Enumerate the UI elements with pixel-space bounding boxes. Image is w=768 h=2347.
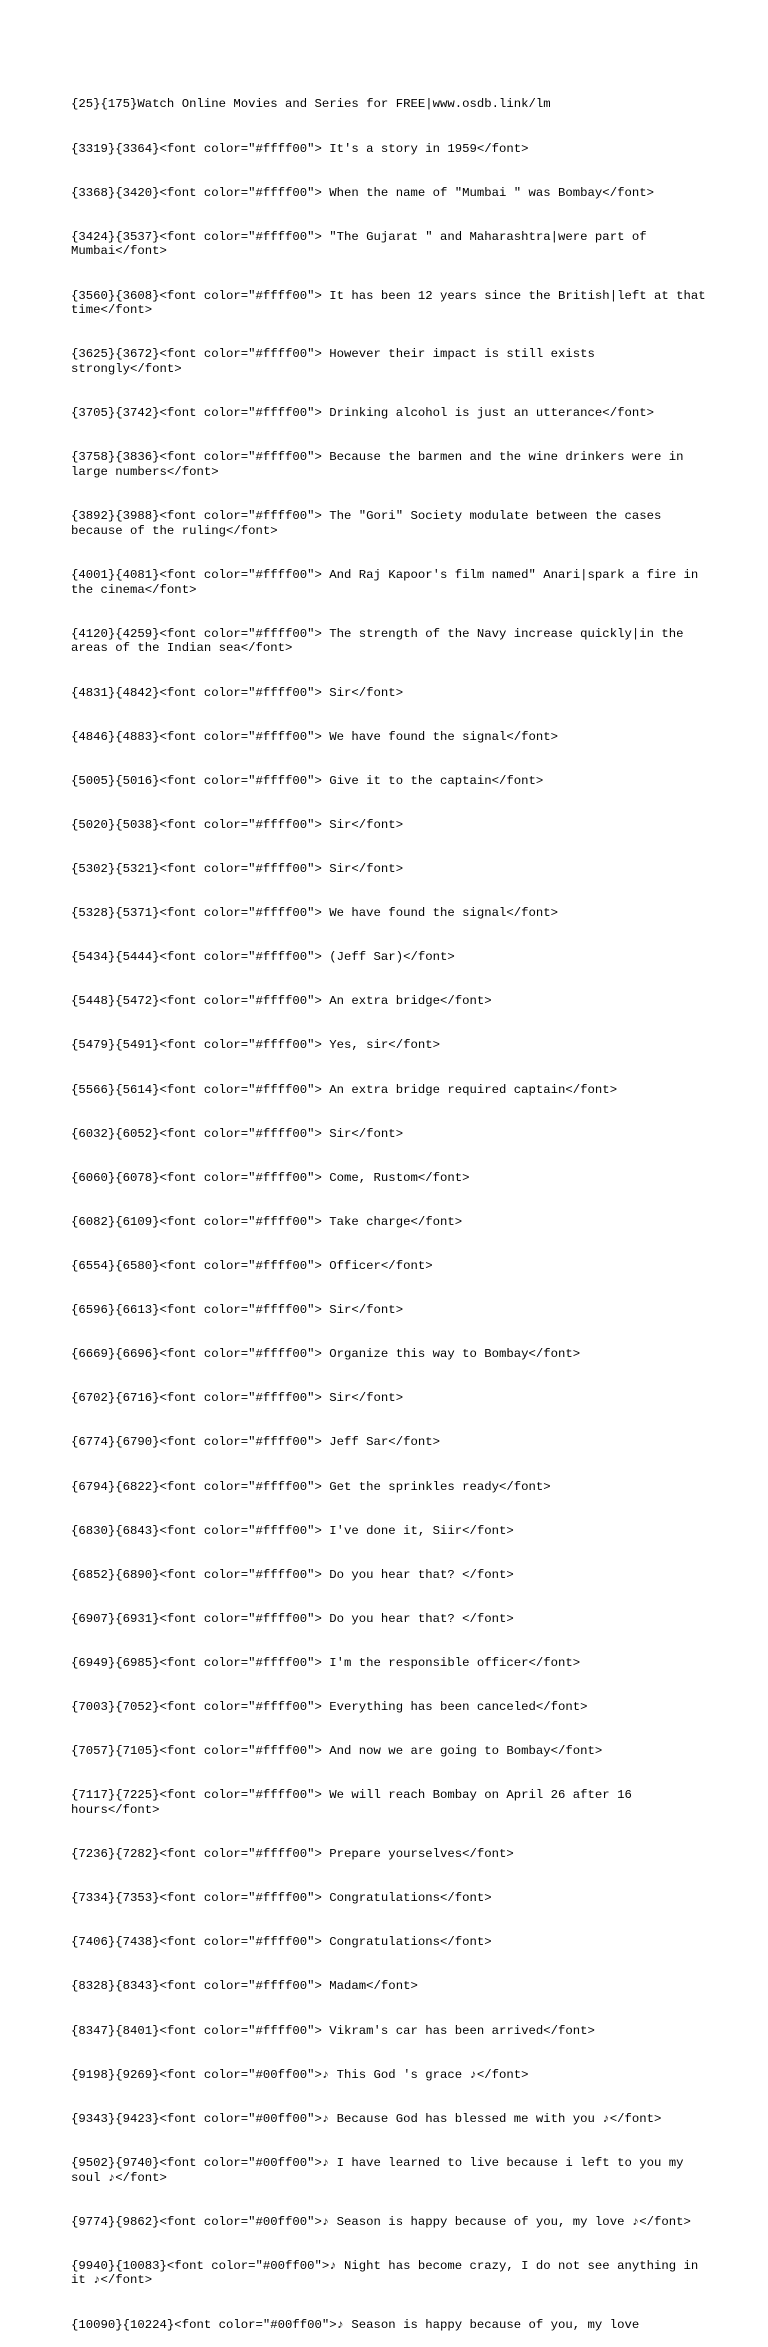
subtitle-line: {5479}{5491}<font color="#ffff00"> Yes, sir</font>: [71, 1038, 440, 1053]
subtitle-line: {3892}{3988}<font color="#ffff00"> The "Gori" Society modulate between the cases because of the ruling</font>: [71, 509, 669, 538]
subtitle-line: {6596}{6613}<font color="#ffff00"> Sir</font>: [71, 1303, 404, 1318]
subtitle-line: {7334}{7353}<font color="#ffff00"> Congratulations</font>: [71, 1891, 492, 1906]
subtitle-line: {8328}{8343}<font color="#ffff00"> Madam</font>: [71, 1979, 418, 1994]
subtitle-line: {8347}{8401}<font color="#ffff00"> Vikram's car has been arrived</font>: [71, 2023, 595, 2038]
subtitle-line: {7236}{7282}<font color="#ffff00"> Prepare yourselves</font>: [71, 1847, 514, 1862]
subtitle-line: {3705}{3742}<font color="#ffff00"> Drinking alcohol is just an utterance</font>: [71, 406, 654, 421]
subtitle-line: {9502}{9740}<font color="#00ff00">♪ I have learned to live because i left to you my soul ♪</font>: [71, 2155, 691, 2185]
subtitle-line: {7406}{7438}<font color="#ffff00"> Congratulations</font>: [71, 1935, 492, 1950]
subtitle-line: {6060}{6078}<font color="#ffff00"> Come, Rustom</font>: [71, 1170, 470, 1185]
subtitle-line: {3560}{3608}<font color="#ffff00"> It has been 12 years since the British|left at that time</font>: [71, 288, 714, 318]
subtitle-line: {6852}{6890}<font color="#ffff00"> Do you hear that? </font>: [71, 1567, 514, 1582]
subtitle-line: {5448}{5472}<font color="#ffff00"> An extra bridge</font>: [71, 994, 492, 1009]
subtitle-line: {9774}{9862}<font color="#00ff00">♪ Season is happy because of you, my love ♪</font>: [71, 2214, 691, 2229]
subtitle-line: {7003}{7052}<font color="#ffff00"> Everything has been canceled</font>: [71, 1700, 588, 1715]
subtitle-line: {4831}{4842}<font color="#ffff00"> Sir</font>: [71, 685, 404, 700]
subtitle-line: {5302}{5321}<font color="#ffff00"> Sir</font>: [71, 861, 404, 876]
subtitle-line: {3368}{3420}<font color="#ffff00"> When the name of "Mumbai " was Bombay</font>: [71, 185, 654, 200]
subtitle-line: {6794}{6822}<font color="#ffff00"> Get the sprinkles ready</font>: [71, 1479, 551, 1494]
subtitle-line: {6669}{6696}<font color="#ffff00"> Organize this way to Bombay</font>: [71, 1347, 581, 1362]
subtitle-line: {6907}{6931}<font color="#ffff00"> Do you hear that? </font>: [71, 1611, 514, 1626]
subtitle-line: {6082}{6109}<font color="#ffff00"> Take charge</font>: [71, 1214, 463, 1229]
subtitle-line: {10090}{10224}<font color="#00ff00">♪ Season is happy because of you, my love: [71, 2317, 640, 2332]
subtitle-line: {5005}{5016}<font color="#ffff00"> Give it to the captain</font>: [71, 773, 544, 788]
subtitle-line: {6949}{6985}<font color="#ffff00"> I'm the responsible officer</font>: [71, 1655, 581, 1670]
subtitle-line: {6554}{6580}<font color="#ffff00"> Officer</font>: [71, 1258, 433, 1273]
subtitle-line: {9940}{10083}<font color="#00ff00">♪ Night has become crazy, I do not see anything in it ♪</font>: [71, 2258, 706, 2288]
subtitle-line: {7117}{7225}<font color="#ffff00"> We will reach Bombay on April 26 after 16 hours</font>: [71, 1788, 640, 1817]
subtitle-line: {6830}{6843}<font color="#ffff00"> I've done it, Siir</font>: [71, 1523, 514, 1538]
subtitle-line: {6032}{6052}<font color="#ffff00"> Sir</font>: [71, 1126, 404, 1141]
subtitle-line: {6702}{6716}<font color="#ffff00"> Sir</font>: [71, 1391, 404, 1406]
subtitle-line: {5434}{5444}<font color="#ffff00"> (Jeff Sar)</font>: [71, 950, 455, 965]
subtitle-line: {3424}{3537}<font color="#ffff00"> "The Gujarat " and Maharashtra|were part of Mumbai</font>: [71, 229, 654, 259]
subtitle-line: {7057}{7105}<font color="#ffff00"> And now we are going to Bombay</font>: [71, 1744, 603, 1759]
subtitle-line: {25}{175}Watch Online Movies and Series for FREE|www.osdb.link/lm: [71, 97, 551, 112]
subtitle-line: {3758}{3836}<font color="#ffff00"> Because the barmen and the wine drinkers were in large numbers</font>: [71, 450, 691, 479]
subtitle-line: {5566}{5614}<font color="#ffff00"> An extra bridge required captain</font>: [71, 1082, 618, 1097]
subtitle-line: {3625}{3672}<font color="#ffff00"> However their impact is still exists strongly</font>: [71, 347, 603, 377]
subtitle-line: {6774}{6790}<font color="#ffff00"> Jeff Sar</font>: [71, 1435, 440, 1450]
subtitle-line: {4120}{4259}<font color="#ffff00"> The strength of the Navy increase quickly|in the areas of the Indian sea</font>: [71, 626, 691, 656]
subtitle-line: {9198}{9269}<font color="#00ff00">♪ This God 's grace ♪</font>: [71, 2067, 529, 2082]
subtitle-document: [71, 68, 714, 2347]
subtitle-line: {3319}{3364}<font color="#ffff00"> It's a story in 1959</font>: [71, 141, 529, 156]
subtitle-line: {5020}{5038}<font color="#ffff00"> Sir</font>: [71, 817, 404, 832]
subtitle-line: {4846}{4883}<font color="#ffff00"> We have found the signal</font>: [71, 729, 559, 744]
subtitle-line: {4001}{4081}<font color="#ffff00"> And Raj Kapoor's film named" Anari|spark a fire in the cinema</font>: [71, 567, 706, 597]
subtitle-line: {5328}{5371}<font color="#ffff00"> We have found the signal</font>: [71, 906, 559, 921]
subtitle-line: {9343}{9423}<font color="#00ff00">♪ Because God has blessed me with you ♪</font>: [71, 2111, 662, 2126]
